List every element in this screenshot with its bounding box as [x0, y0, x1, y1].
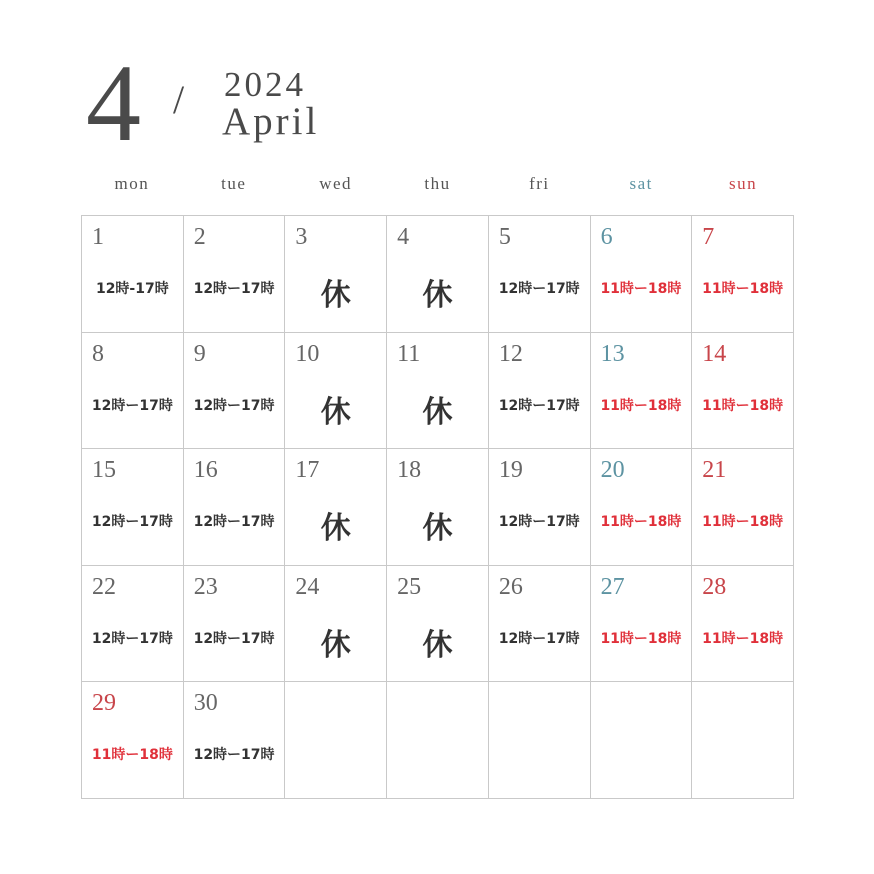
day-number: 10	[295, 340, 320, 367]
day-number: 9	[193, 340, 206, 367]
weekday-fri: fri	[529, 174, 550, 193]
day-cell	[285, 449, 387, 566]
day-cell	[489, 449, 591, 566]
business-hours: 11時ー18時	[702, 514, 784, 531]
month-number: 4	[86, 42, 141, 164]
day-cell	[82, 449, 184, 566]
day-number: 13	[600, 340, 625, 367]
business-hours: 12時ー17時	[91, 630, 173, 647]
day-cell	[82, 682, 184, 799]
day-cell	[285, 216, 387, 333]
business-hours: 12時ー17時	[193, 630, 275, 647]
day-cell	[489, 216, 591, 333]
weekday-thu: thu	[424, 174, 451, 193]
day-cell	[387, 216, 489, 333]
weekday-tue: tue	[221, 174, 247, 193]
day-cell	[184, 566, 286, 683]
empty-day-cell	[387, 682, 489, 799]
day-cell	[82, 566, 184, 683]
business-hours: 11時ー18時	[600, 514, 682, 531]
day-number: 4	[397, 224, 410, 250]
day-cell	[285, 566, 387, 683]
business-hours: 12時ー17時	[498, 514, 580, 531]
day-cell	[184, 216, 286, 333]
empty-day-cell	[285, 682, 387, 799]
day-number: 22	[92, 573, 116, 600]
day-cell	[591, 333, 693, 450]
weekday-wed: wed	[319, 174, 353, 193]
day-cell	[82, 216, 184, 333]
closed-label: 休	[320, 511, 351, 547]
day-number: 27	[600, 573, 625, 600]
day-number: 7	[702, 224, 715, 250]
weekday-header-row	[81, 174, 794, 202]
closed-label: 休	[422, 278, 453, 313]
day-number: 6	[600, 224, 613, 250]
business-hours: 11時ー18時	[702, 397, 784, 414]
day-cell	[184, 682, 286, 799]
day-number: 5	[498, 224, 511, 250]
weekday-sun: sun	[729, 174, 758, 193]
day-number: 3	[295, 224, 308, 250]
date-separator: /	[173, 77, 185, 122]
empty-day-cell	[692, 682, 794, 799]
business-hours: 12時-17時	[95, 281, 169, 297]
day-cell	[387, 566, 489, 683]
business-hours: 12時ー17時	[193, 514, 275, 531]
day-number: 14	[702, 340, 727, 367]
day-number: 8	[92, 340, 104, 367]
weekday-sat: sat	[629, 174, 653, 193]
business-hours: 12時ー17時	[193, 747, 275, 764]
day-cell	[387, 449, 489, 566]
day-number: 23	[193, 573, 218, 600]
month-name: April	[222, 100, 320, 143]
closed-label: 休	[422, 394, 453, 430]
day-cell	[285, 333, 387, 450]
day-number: 29	[92, 690, 116, 717]
closed-label: 休	[422, 627, 453, 663]
day-number: 30	[193, 690, 218, 717]
day-number: 17	[295, 457, 320, 484]
year-label: 2024	[224, 65, 306, 104]
day-number: 20	[600, 457, 625, 484]
business-hours: 12時ー17時	[193, 281, 275, 297]
day-number: 11	[397, 340, 421, 367]
closed-label: 休	[320, 278, 351, 313]
closed-label: 休	[320, 627, 351, 663]
day-cell	[387, 333, 489, 450]
day-number: 19	[498, 457, 523, 484]
day-cell	[184, 449, 286, 566]
day-cell	[591, 566, 693, 683]
business-hours: 11時ー18時	[702, 281, 784, 297]
empty-day-cell	[591, 682, 693, 799]
business-hours: 12時ー17時	[498, 630, 580, 647]
business-hours: 11時ー18時	[600, 397, 682, 414]
day-cell	[692, 216, 794, 333]
day-number: 12	[498, 340, 523, 367]
business-hours: 11時ー18時	[600, 630, 682, 647]
weekday-mon: mon	[114, 174, 150, 193]
day-number: 26	[498, 573, 523, 600]
day-cell	[489, 566, 591, 683]
day-cell	[591, 216, 693, 333]
day-number: 1	[92, 224, 104, 250]
day-cell	[184, 333, 286, 450]
calendar-header	[0, 0, 874, 164]
day-cell	[692, 449, 794, 566]
day-number: 16	[193, 457, 218, 484]
closed-label: 休	[320, 394, 351, 430]
day-number: 25	[397, 573, 422, 600]
empty-day-cell	[489, 682, 591, 799]
business-hours: 12時ー17時	[193, 397, 275, 414]
calendar-grid	[81, 215, 794, 799]
day-cell	[692, 333, 794, 450]
business-hours: 11時ー18時	[91, 747, 173, 764]
business-hours: 12時ー17時	[91, 397, 173, 414]
day-cell	[591, 449, 693, 566]
business-hours: 11時ー18時	[702, 630, 784, 647]
day-cell	[692, 566, 794, 683]
day-number: 24	[295, 573, 320, 600]
day-number: 2	[193, 224, 206, 250]
closed-label: 休	[422, 511, 453, 547]
day-cell	[82, 333, 184, 450]
day-number: 28	[702, 573, 727, 600]
day-number: 21	[702, 457, 727, 484]
day-number: 18	[397, 457, 422, 484]
business-hours: 11時ー18時	[600, 281, 682, 297]
day-cell	[489, 333, 591, 450]
day-number: 15	[92, 457, 116, 484]
business-hours: 12時ー17時	[498, 281, 580, 297]
business-hours: 12時ー17時	[498, 397, 580, 414]
business-hours: 12時ー17時	[91, 514, 173, 531]
